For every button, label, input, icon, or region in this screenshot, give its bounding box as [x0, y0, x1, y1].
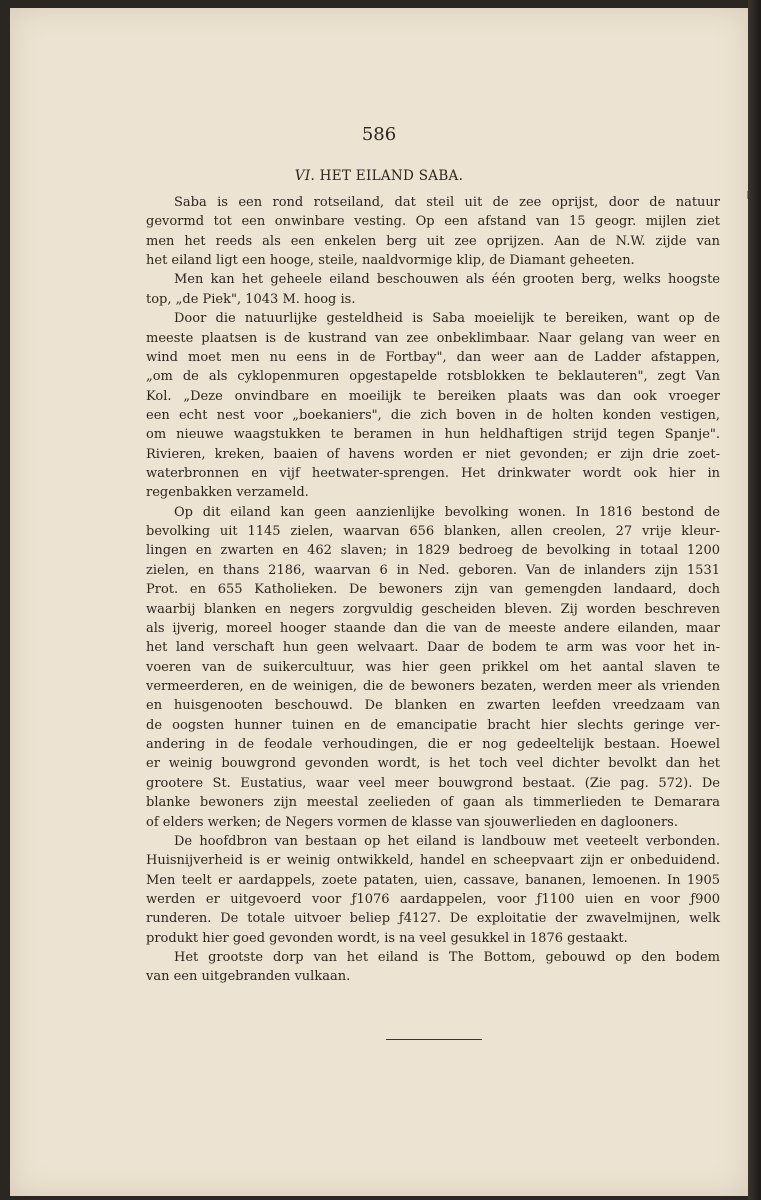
- text-line: het eiland ligt een hooge, steile, naaldvormige klip, de Diamant geheeten.: [146, 253, 635, 269]
- text-line: de oogsten hunner tuinen en de emancipatie bracht hier slechts geringe ver-: [146, 717, 720, 733]
- text-line: produkt hier goed gevonden wordt, is na veel gesukkel in 1876 gestaakt.: [146, 930, 628, 946]
- text-line: Rivieren, kreken, baaien of havens worden er niet gevonden; er zijn drie zoet-: [146, 446, 720, 462]
- text-line: „om de als cyklopenmuren opgestapelde rotsblokken te beklauteren", zegt Van: [146, 369, 720, 385]
- text-line: zielen, en thans 2186, waarvan 6 in Ned. geboren. Van de inlanders zijn 1531: [146, 562, 720, 578]
- section-title: HET EILAND SABA.: [319, 168, 464, 184]
- text-line: Men teelt er aardappels, zoete pataten, uien, cassave, bananen, lemoenen. In 1905: [146, 872, 720, 888]
- text-line: Saba is een rond rotseiland, dat steil uit de zee oprijst, door de natuur: [174, 195, 720, 210]
- text-line: er weinig bouwgrond gevonden wordt, is het toch veel dichter bevolkt dan het: [146, 756, 720, 772]
- body-text: [146, 193, 720, 987]
- text-line: van een uitgebranden vulkaan.: [146, 969, 351, 985]
- text-line: blanke bewoners zijn meestal zeelieden of gaan als timmerlieden te Demarara: [146, 795, 720, 811]
- section-heading: [10, 168, 748, 184]
- page-edge-shadow: [748, 0, 761, 1200]
- text-line: men het reeds als een enkelen berg uit zee oprijzen. Aan de N.W. zijde van: [146, 233, 720, 249]
- text-line: Het grootste dorp van het eiland is The Bottom, gebouwd op den bodem: [174, 950, 720, 966]
- text-line: vermeerderen, en de weinigen, die de bewoners bezaten, werden meer als vrienden: [146, 678, 720, 694]
- book-page: [10, 8, 748, 1196]
- text-line: een echt nest voor „boekaniers", die zich boven in de holten konden vestigen,: [146, 407, 720, 423]
- text-line: gevormd tot een onwinbare vesting. Op een afstand van 15 geogr. mijlen ziet: [146, 214, 720, 230]
- text-line: bevolking uit 1145 zielen, waarvan 656 blanken, allen creolen, 27 vrije kleur-: [146, 524, 720, 540]
- text-line: Op dit eiland kan geen aanzienlijke bevolking wonen. In 1816 bestond de: [174, 504, 720, 520]
- text-line: wind moet men nu eens in de Fortbay", dan weer aan de Ladder afstappen,: [146, 349, 720, 365]
- text-line: lingen en zwarten en 462 slaven; in 1829 bedroeg de bevolking in totaal 1200: [146, 543, 720, 559]
- text-line: voeren van de suikercultuur, was hier geen prikkel om het aantal slaven te: [146, 659, 720, 675]
- text-line: waterbronnen en vijf heetwater-sprengen. Het drinkwater wordt ook hier in: [146, 466, 720, 482]
- text-line: om nieuwe waagstukken te beramen in hun heldhaftigen strijd tegen Spanje".: [146, 427, 720, 443]
- text-line: waarbij blanken en negers zorgvuldig gescheiden bleven. Zij worden beschreven: [146, 601, 720, 617]
- text-line: als ijverig, moreel hooger staande dan die van de meeste andere eilanden, maar: [146, 620, 720, 636]
- closing-rule: [386, 1039, 482, 1040]
- text-line: en huisgenooten beschouwd. De blanken en zwarten leefden vreedzaam van: [146, 698, 720, 714]
- text-line: werden er uitgevoerd voor ƒ1076 aardappelen, voor ƒ1100 uien en voor ƒ900: [146, 891, 720, 907]
- text-line: of elders werken; de Negers vormen de klasse van sjouwerlieden en daglooners.: [146, 814, 678, 830]
- text-line: grootere St. Eustatius, waar veel meer bouwgrond bestaat. (Zie pag. 572). De: [146, 775, 720, 791]
- page-number: 586: [361, 124, 397, 145]
- text-line: Kol. „Deze onvindbare en moeilijk te bereiken plaats was dan ook vroeger: [146, 388, 720, 404]
- text-line: regenbakken verzameld.: [146, 485, 309, 501]
- text-line: het land verschaft hun geen welvaart. Daar de bodem te arm was voor het in-: [146, 640, 720, 656]
- text-line: Huisnijverheid is er weinig ontwikkeld, handel en scheepvaart zijn er onbeduidend.: [146, 853, 720, 869]
- text-line: andering in de feodale verhoudingen, die er nog gedeeltelijk bestaan. Hoewel: [146, 737, 720, 753]
- text-line: top, „de Piek", 1043 M. hoog is.: [146, 291, 356, 307]
- text-line: Prot. en 655 Katholieken. De bewoners zijn van gemengden landaard, doch: [146, 582, 720, 598]
- text-line: meeste plaatsen is de kustrand van zee onbeklimbaar. Naar gelang van weer en: [146, 330, 720, 346]
- text-line: Men kan het geheele eiland beschouwen als één grooten berg, welks hoogste: [174, 272, 720, 288]
- section-number: VI.: [294, 168, 316, 184]
- text-line: Door die natuurlijke gesteldheid is Saba moeielijk te bereiken, want op de: [174, 311, 720, 327]
- text-line: runderen. De totale uitvoer beliep ƒ4127. De exploitatie der zwavelmijnen, welk: [146, 911, 720, 927]
- text-line: De hoofdbron van bestaan op het eiland is landbouw met veeteelt verbonden.: [174, 833, 720, 849]
